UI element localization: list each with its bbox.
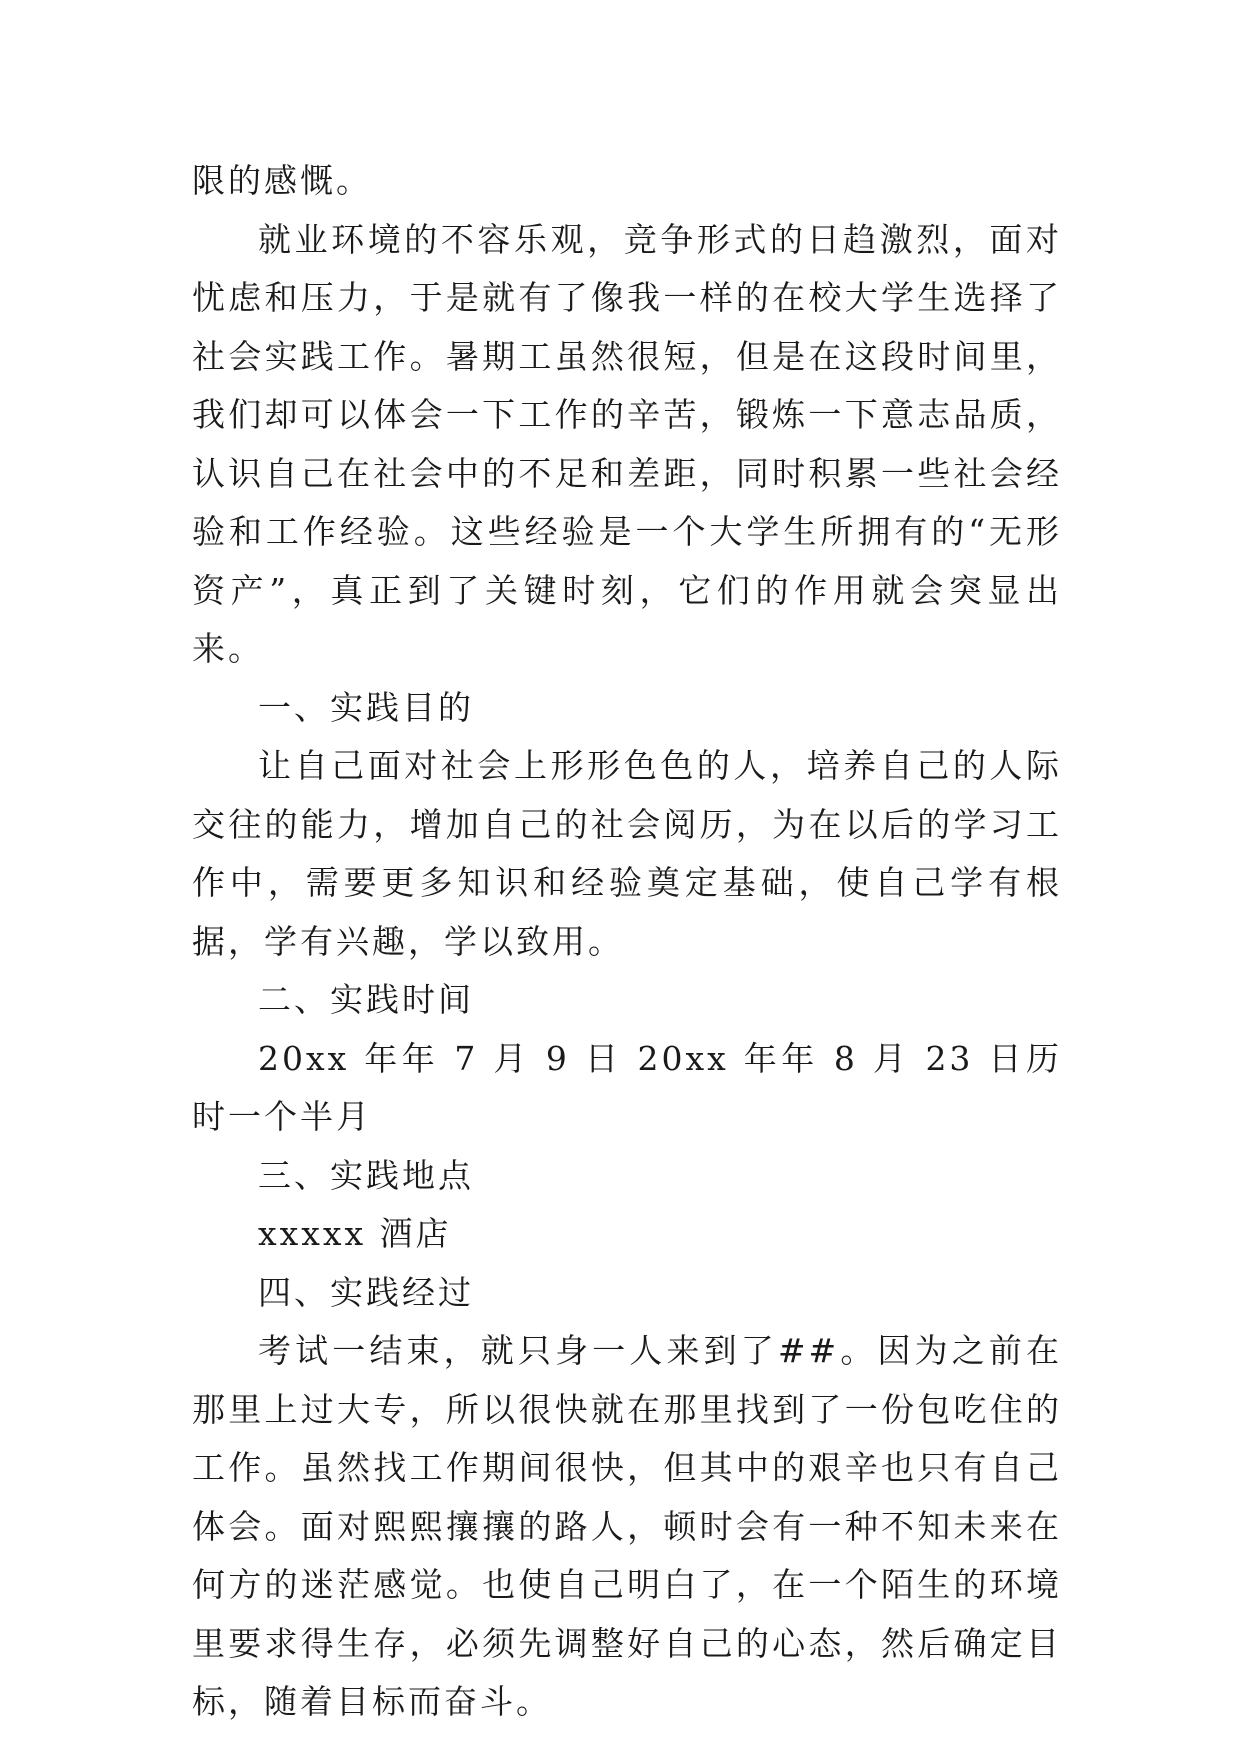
section-heading-purpose: 一、实践目的 — [258, 687, 474, 727]
section-heading-location: 三、实践地点 — [258, 1155, 474, 1195]
section-heading-time: 二、实践时间 — [258, 980, 474, 1019]
paragraph-time: 20xx 年年 7 月 9 日 20xx 年年 8 月 23 日历时一个半月 — [192, 1038, 1062, 1136]
paragraph-purpose: 让自己面对社会上形形色色的人，培养自己的人际交往的能力，增加自己的社会阅历，为在以后的学习工作中，需要更多知识和经验奠定基础，使自己学有根据，学有兴趣，学以致用。 — [192, 746, 1062, 961]
document-body — [192, 152, 1062, 1732]
paragraph-process: 考试一结束，就只身一人来到了##。因为之前在那里上过大专，所以很快就在那里找到了一份包吃住的工作。虽然找工作期间很快，但其中的艰辛也只有自己体会。面对熙熙攘攘的路人，顿时会有一种不知未来在何方的迷茫感觉。也使自己明白了，在一个陌生的环境里要求得生存，必须先调整好自己的心态，然后确定目标，随着目标而奋斗。 — [192, 1331, 1062, 1721]
paragraph-employment-environment: 就业环境的不容乐观，竞争形式的日趋激烈，面对忧虑和压力，于是就有了像我一样的在校大学生选择了社会实践工作。暑期工虽然很短，但是在这段时间里，我们却可以体会一下工作的辛苦，锻炼一下意志品质，认识自己在社会中的不足和差距，同时积累一些社会经验和工作经验。这些经验是一个大学生所拥有的“无形资产”，真正到了关键时刻，它们的作用就会突显出来。 — [192, 219, 1062, 668]
section-heading-process: 四、实践经过 — [258, 1272, 474, 1312]
paragraph-location: xxxxx 酒店 — [258, 1214, 452, 1253]
paragraph-continued: 限的感慨。 — [192, 161, 372, 200]
